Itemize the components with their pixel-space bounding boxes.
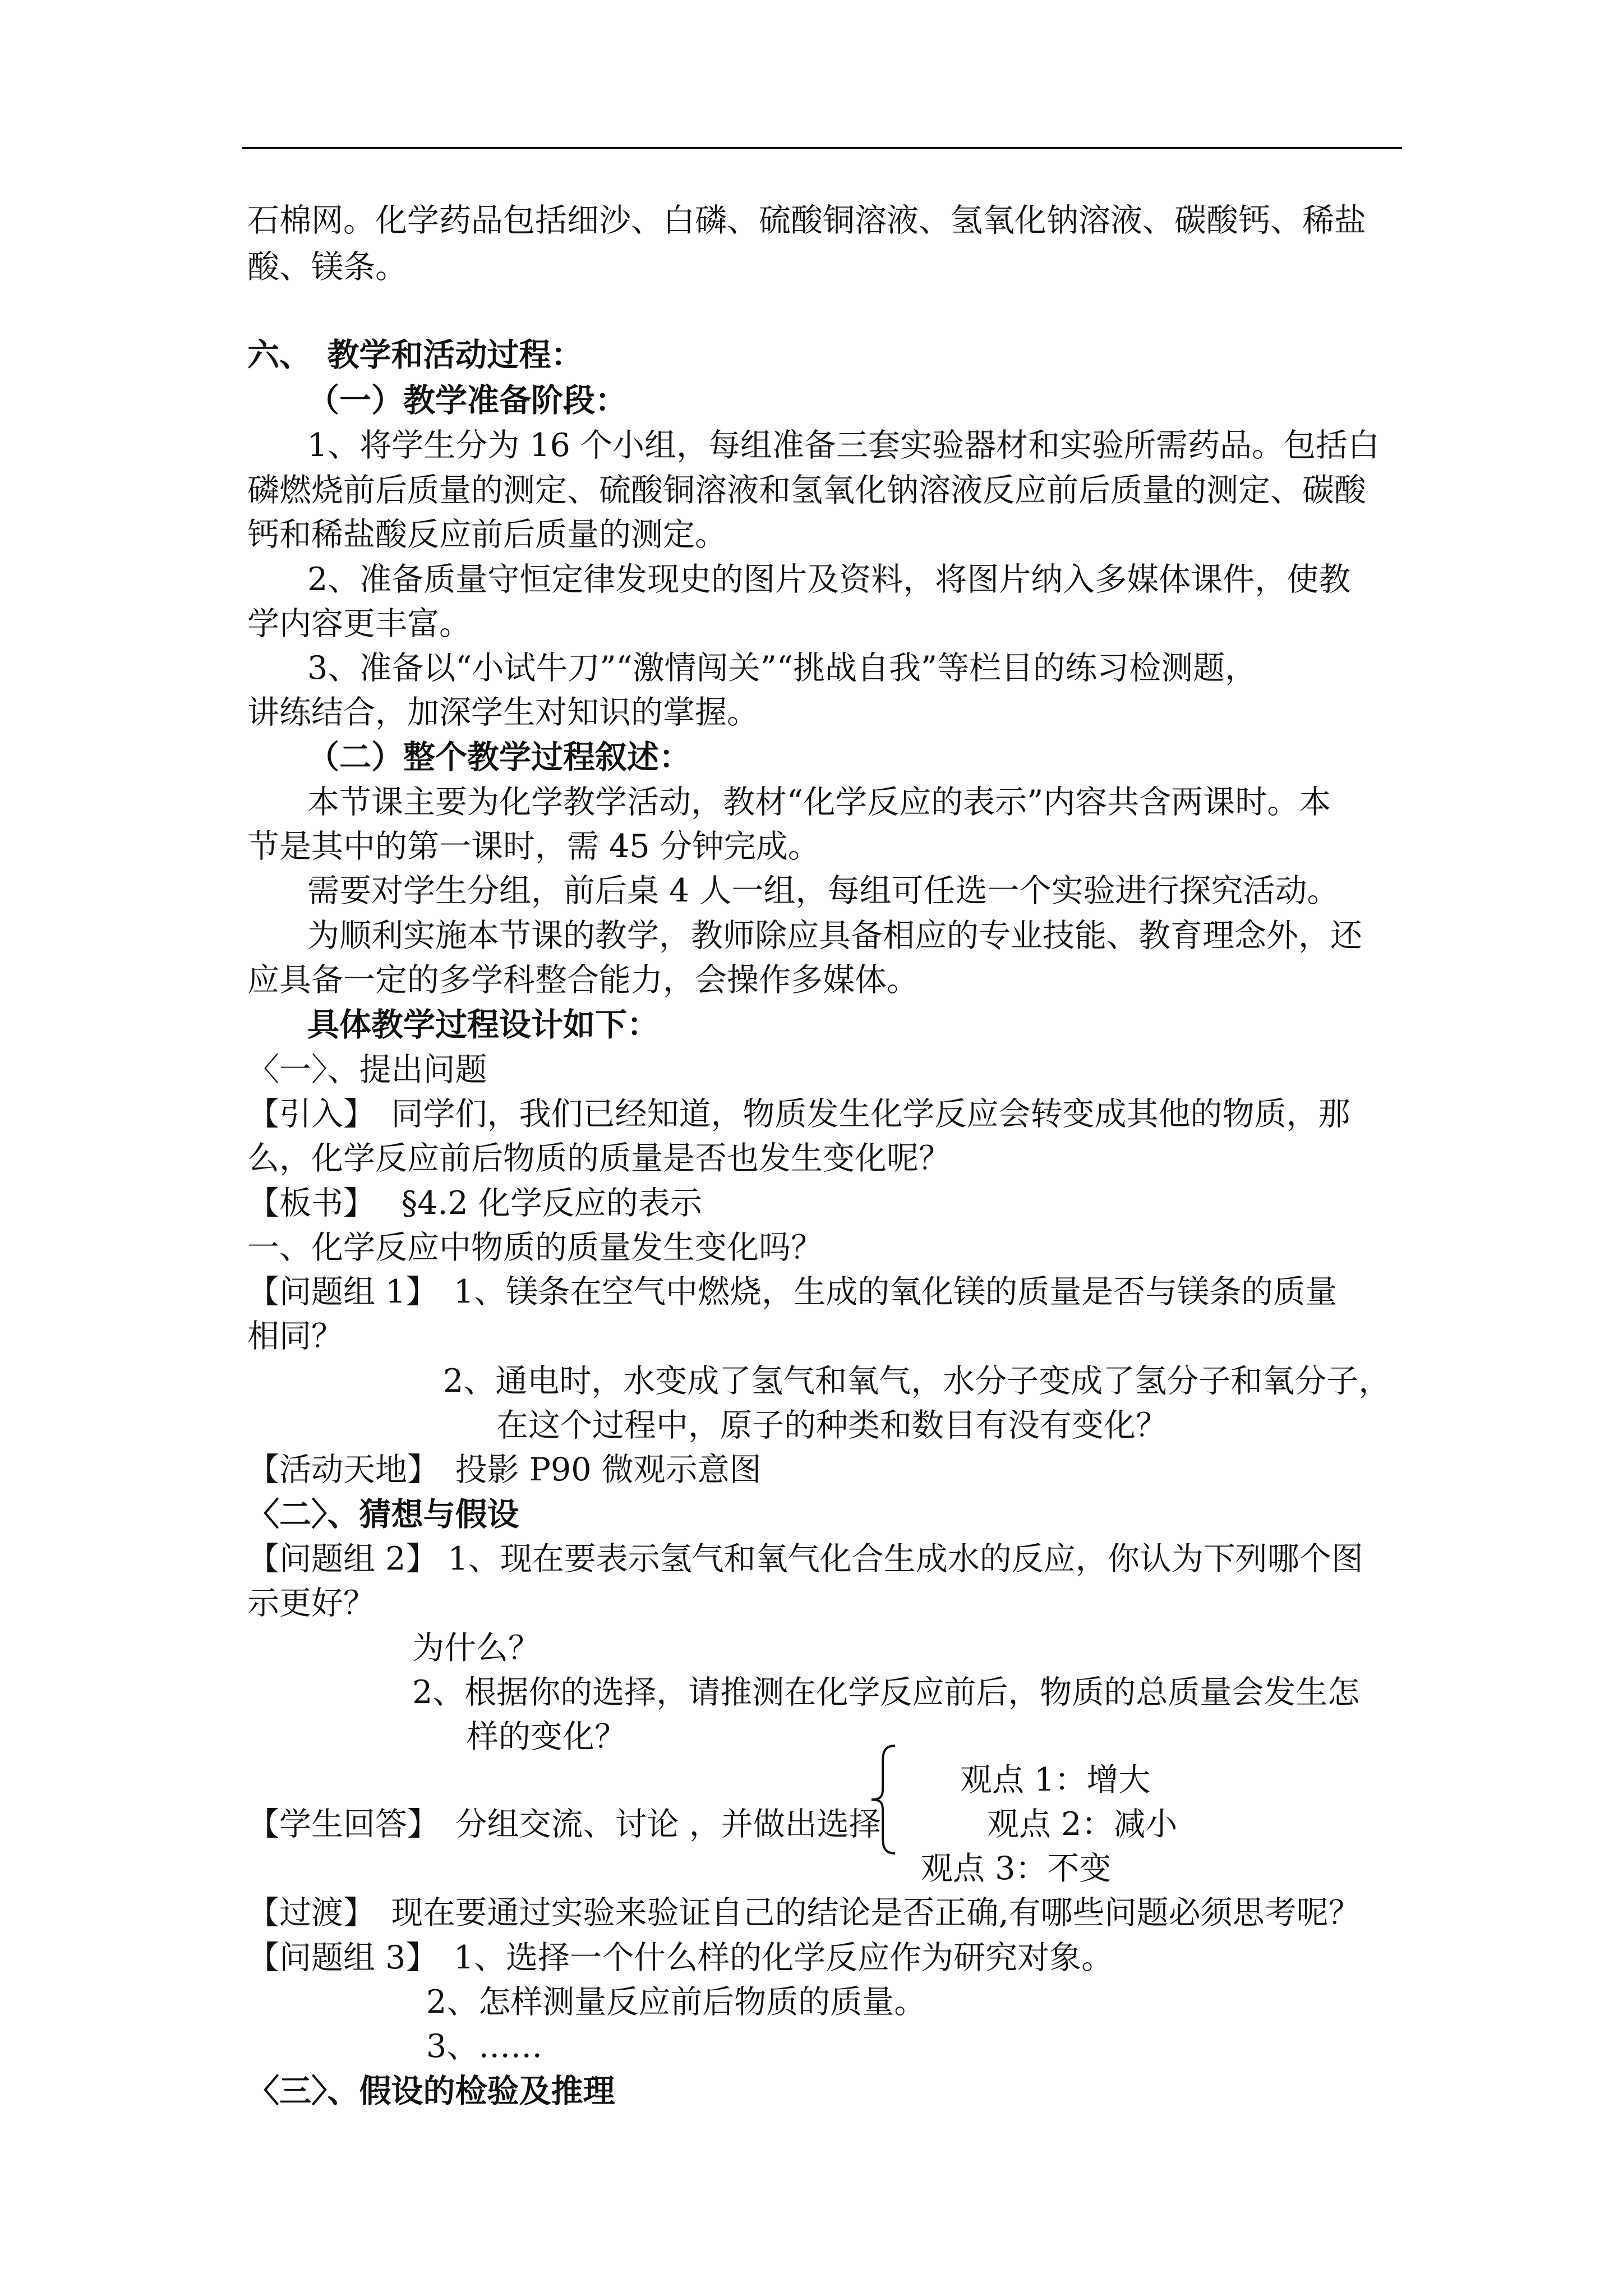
prep-item-1-line-1: 1、将学生分为 16 个小组，每组准备三套实验器材和实验所需药品。包括白 [307, 427, 1380, 464]
question-group-1-line-2: 相同？ [247, 1318, 343, 1355]
curly-brace-icon [868, 1743, 902, 1856]
subsection-title-narrative: （二）整个教学过程叙述： [307, 738, 691, 776]
view-3: 观点 3：不变 [921, 1850, 1112, 1887]
prep-item-1-line-3: 钙和稀盐酸反应前后质量的测定。 [247, 516, 727, 553]
narrative-2: 需要对学生分组，前后桌 4 人一组，每组可任选一个实验进行探究活动。 [307, 872, 1339, 909]
question-group-3-item-2: 2、怎样测量反应前后物质的质量。 [426, 1984, 926, 2021]
question-group-1-item-2-line-1: 2、通电时，水变成了氢气和氧气，水分子变成了氢分子和氧分子， [443, 1363, 1391, 1400]
question-group-2-line-2: 示更好？ [247, 1585, 375, 1622]
materials-line-2: 酸、镁条。 [247, 249, 407, 286]
transition-note: 【过渡】 现在要通过实验来验证自己的结论是否正确,有哪些问题必须思考呢？ [247, 1894, 1361, 1931]
narrative-3-line-2: 应具备一定的多学科整合能力，会操作多媒体。 [247, 961, 919, 999]
prep-item-3-line-2: 讲练结合，加深学生对知识的掌握。 [247, 694, 759, 731]
question-group-1-item-2-line-2: 在这个过程中，原子的种类和数目有没有变化？ [496, 1407, 1168, 1444]
intro-line-2: 么，化学反应前后物质的质量是否也发生变化呢？ [247, 1140, 951, 1177]
step-3-title: 〈三〉、假设的检验及推理 [247, 2072, 615, 2110]
view-2: 观点 2：减小 [987, 1806, 1178, 1843]
activity-note: 【活动天地】 投影 P90 微观示意图 [247, 1451, 762, 1488]
board-note: 【板书】 §4.2 化学反应的表示 [247, 1185, 702, 1222]
prep-item-1-line-2: 磷燃烧前后质量的测定、硫酸铜溶液和氢氧化钠溶液反应前后质量的测定、碳酸 [247, 472, 1366, 509]
question-group-2-item-2-line-1: 2、根据你的选择，请推测在化学反应前后，物质的总质量会发生怎 [412, 1674, 1360, 1711]
intro-line-1: 【引入】 同学们，我们已经知道，物质发生化学反应会转变成其他的物质，那 [247, 1096, 1350, 1133]
question-group-2-line-1: 【问题组 2】 1、现在要表示氢气和氧气化合生成水的反应，你认为下列哪个图 [247, 1540, 1363, 1577]
step-2-title: 〈二〉、猜想与假设 [247, 1496, 519, 1533]
question-why: 为什么？ [412, 1630, 540, 1667]
header-rule [242, 147, 1402, 149]
question-group-2-item-2-line-2: 样的变化？ [467, 1718, 626, 1755]
prep-item-2-line-2: 学内容更丰富。 [247, 605, 471, 642]
materials-line-1: 石棉网。化学药品包括细沙、白磷、硫酸铜溶液、氢氧化钠溶液、碳酸钙、稀盐 [247, 202, 1366, 239]
narrative-1-line-1: 本节课主要为化学教学活动，教材“化学反应的表示”内容共含两课时。本 [307, 784, 1331, 821]
step-1-title: 〈一〉、提出问题 [247, 1051, 487, 1088]
section-title-teaching-process: 六、 教学和活动过程： [247, 336, 583, 374]
question-group-1-line-1: 【问题组 1】 1、镁条在空气中燃烧，生成的氧化镁的质量是否与镁条的质量 [247, 1273, 1338, 1310]
prep-item-3-line-1: 3、准备以“小试牛刀”“激情闯关”“挑战自我”等栏目的练习检测题， [307, 650, 1257, 687]
narrative-1-line-2: 节是其中的第一课时，需 45 分钟完成。 [247, 828, 820, 865]
student-answer: 【学生回答】 分组交流、讨论 ，并做出选择 [247, 1806, 881, 1843]
view-1: 观点 1：增大 [960, 1761, 1151, 1798]
design-title: 具体教学过程设计如下： [307, 1006, 659, 1043]
question-heading: 一、化学反应中物质的质量发生变化吗？ [247, 1229, 823, 1266]
question-group-3-line-1: 【问题组 3】 1、选择一个什么样的化学反应作为研究对象。 [247, 1939, 1114, 1976]
subsection-title-preparation: （一）教学准备阶段： [307, 381, 627, 419]
prep-item-2-line-1: 2、准备质量守恒定律发现史的图片及资料，将图片纳入多媒体课件，使教 [307, 561, 1351, 598]
question-group-3-item-3: 3、…… [426, 2028, 543, 2065]
narrative-3-line-1: 为顺利实施本节课的教学，教师除应具备相应的专业技能、教育理念外，还 [307, 917, 1362, 954]
